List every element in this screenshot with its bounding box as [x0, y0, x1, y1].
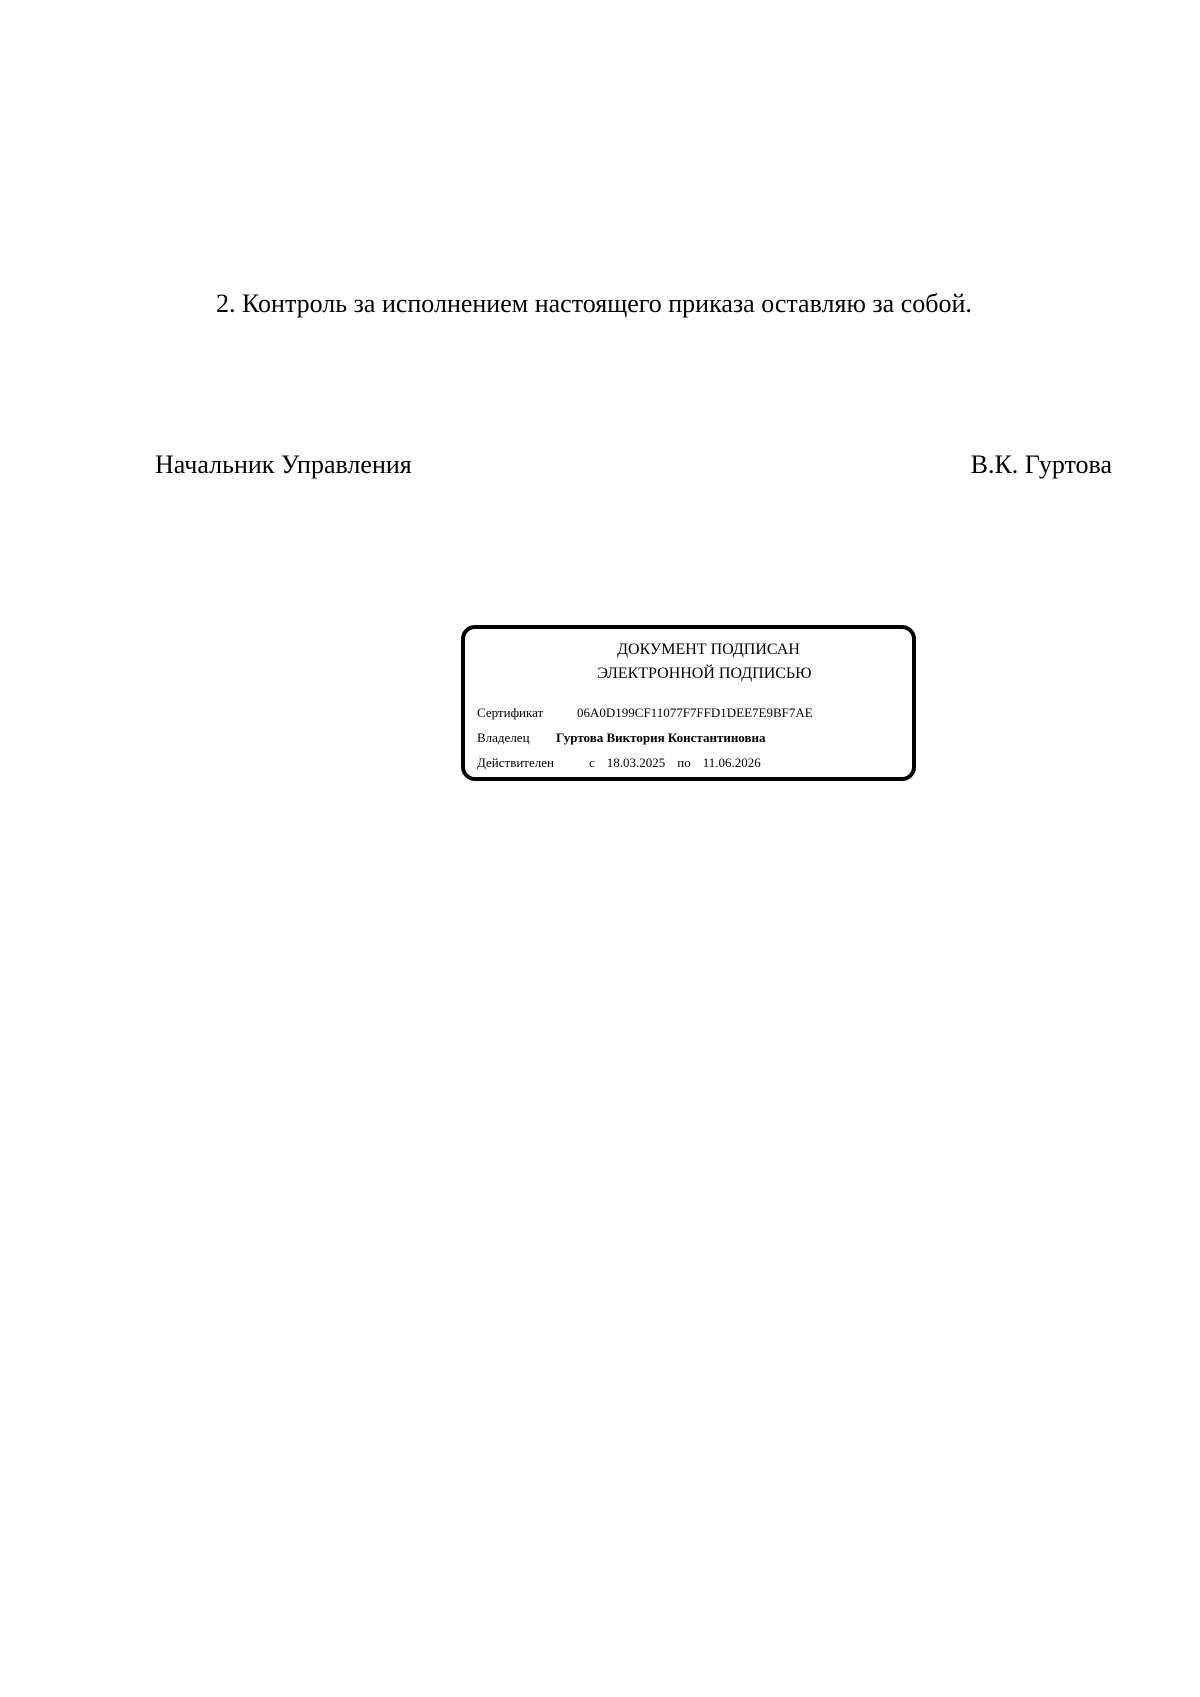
stamp-title-line-1: ДОКУМЕНТ ПОДПИСАН	[617, 641, 800, 658]
valid-from-prefix: с	[589, 755, 595, 770]
stamp-certificate-row	[477, 705, 813, 721]
valid-to-prefix: по	[677, 755, 691, 770]
validity-label: Действителен	[477, 755, 554, 770]
certificate-label: Сертификат	[477, 705, 544, 720]
signatory-position: Начальник Управления	[155, 450, 412, 479]
electronic-signature-stamp	[461, 625, 916, 781]
owner-value: Гуртова Виктория Константиновна	[556, 730, 766, 745]
certificate-value: 06A0D199CF11077F7FFD1DEE7E9BF7AE	[577, 705, 813, 720]
stamp-validity-row	[477, 755, 761, 771]
valid-from-date: 18.03.2025	[606, 755, 666, 770]
signatory-name: В.К. Гуртова	[970, 450, 1112, 479]
owner-label: Владелец	[477, 730, 530, 745]
stamp-owner-row	[477, 730, 766, 746]
stamp-title-line-2: ЭЛЕКТРОННОЙ ПОДПИСЬЮ	[597, 665, 812, 682]
control-clause: 2. Контроль за исполнением настоящего приказа оставляю за собой.	[216, 289, 972, 318]
valid-to-date: 11.06.2026	[702, 755, 761, 770]
